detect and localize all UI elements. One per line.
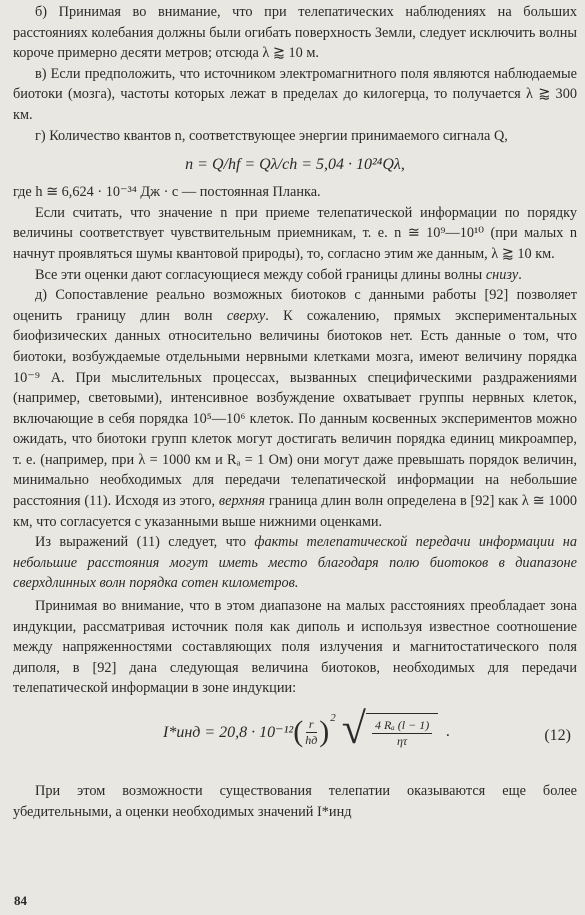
- text-run: д) Сопоставление реально возможных биотоков с данными работы [92] позволяет оценить границу длин волн: [13, 287, 577, 324]
- planck-note: где h ≅ 6,624 · 10⁻³⁴ Дж · с — постоянная Планка.: [13, 184, 321, 201]
- paragraph-v: в) Если предположить, что источником электромагнитного поля являются наблюдаемые биотоки (мозга), частоты которых лежат в пределах до килогерца, то получается λ ⪆ 300 км.: [13, 65, 577, 123]
- equation-number: (12): [544, 727, 571, 744]
- formula-biocurrent-body: [163, 704, 451, 753]
- page-number: 84: [14, 893, 27, 908]
- paren-open: (: [293, 715, 304, 748]
- root-numerator: 4 Rₐ (l − 1): [372, 718, 432, 734]
- italic-run: факты телепатической передачи информации на небольшие расстояния могут иметь место благодаря полю биотоков в диапазоне сверхдлинных волн порядка сотен километров.: [13, 534, 577, 592]
- italic-run: снизу: [485, 266, 519, 283]
- italic-run: верхняя: [218, 493, 266, 510]
- fraction-under-root: [372, 718, 432, 749]
- text-run: Из выражений (11) следует, что: [35, 534, 255, 551]
- paragraph-b: б) Принимая во внимание, что при телепатических наблюдениях на больших расстояниях колебания должны были огибать поверхность Земли, следует исключить волны короче примерно десяти метров; отсюда λ ⪆ 10 м.: [13, 4, 577, 62]
- formula-biocurrent: [13, 705, 577, 777]
- radical-sign: √: [341, 704, 366, 753]
- text-run: граница длин волн определена в [92] как λ ≅ 1000 км, что согласуется с указанными выше нижними оценками.: [13, 493, 577, 530]
- paragraph-d: [13, 285, 577, 532]
- formula-lhs: I*инд = 20,8 · 10⁻¹²: [163, 724, 294, 741]
- square-root: [341, 704, 438, 753]
- formula-end: .: [446, 723, 451, 740]
- italic-run: сверху: [226, 307, 266, 324]
- fraction-numerator: r: [306, 717, 317, 733]
- text-run: . К сожалению, прямых экспериментальных биофизических данных относительно величины биотоков нет. Есть данные о том, что биотоки, возбуждаемые отдельными нервными клетками мозга, имеют величину порядка 10⁻⁹ А. При мыслительных процессах, вызванных специфическими раздражениями (например, световыми), интенсивное возбуждение охватывает группы нервных клеток, включающие в себя порядка 10⁵—10⁶ клеток. По данным косвенных экспериментов можно ожидать, что биотоки групп клеток могут достигать величин порядка единиц микроампер, т. е. (например, при λ = 1000 км и Rₐ = 1 Ом) они могут даже превышать порядок величин, минимально необходимых для передачи телепатической информации на небольшие расстояния (11). Исходя из этого,: [13, 307, 577, 510]
- exponent-two: 2: [330, 712, 336, 724]
- fraction-r-over-h: [305, 717, 317, 748]
- paragraph-induction: Принимая во внимание, что в этом диапазоне на малых расстояниях преобладает зона индукции, рассматривая источник поля как диполь и используя известное соотношение между напряженностями составляющих поля излучения и магнитостатического поля диполя, в [92] дана следующая величина биотоков, необходимых для передачи телепатической информации в зоне индукции:: [13, 598, 577, 697]
- text-run: .: [518, 266, 522, 283]
- formula-quanta: n = Q/hf = Qλ/ch = 5,04 · 10²⁴Qλ,: [185, 156, 405, 174]
- root-denominator: ητ: [396, 734, 408, 748]
- fraction-denominator: hд: [305, 732, 318, 747]
- paragraph-conclusion: [13, 532, 577, 594]
- paren-close: ): [319, 715, 330, 748]
- radical-body: [366, 713, 438, 749]
- text-run: Все эти оценки дают согласующиеся между собой границы длины волны: [35, 266, 486, 283]
- paragraph-lower-bound: [13, 265, 577, 286]
- paragraph-g: г) Количество квантов n, соответствующее энергии принимаемого сигнала Q,: [35, 127, 508, 144]
- paragraph-sensitivity: Если считать, что значение n при приеме телепатической информации по порядку величины соответствует чувствительным приемникам, т. е. n ≅ 10⁹—10¹⁰ (при малых n начнут проявляться шумы квантовой природы), то, согласно этим же данным, λ ⪆ 10 км.: [13, 204, 577, 262]
- paragraph-final: При этом возможности существования телепатии оказываются еще более убедительными, а оценки необходимых значений I*инд: [13, 783, 577, 820]
